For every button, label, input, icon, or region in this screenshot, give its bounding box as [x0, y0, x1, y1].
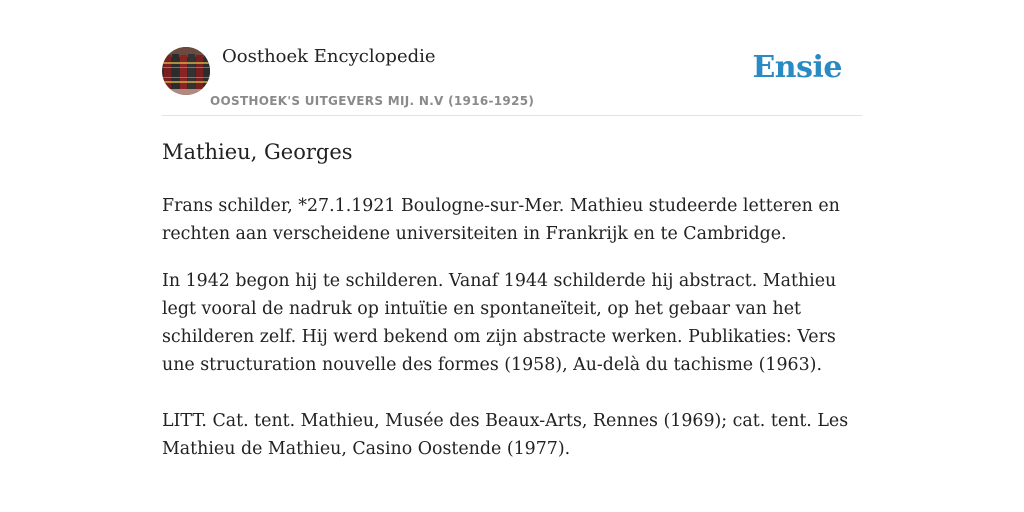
- entry-paragraph: In 1942 begon hij te schilderen. Vanaf 1944 schilderde hij abstract. Mathieu legt vooral de nadruk op intuïtie en spontaneïteit, op het gebaar van het schilderen zelf. Hij werd bekend om zijn abstracte werken. Publikaties: Vers une structuration nouvelle des formes (1958), Au-delà du tachisme (1963).: [162, 271, 837, 375]
- source-title[interactable]: Oosthoek Encyclopedie: [222, 46, 436, 67]
- brand-logo[interactable]: Ensie: [752, 50, 842, 85]
- book-spines-icon[interactable]: [162, 47, 210, 95]
- source-subtitle: OOSTHOEK'S UITGEVERS MIJ. N.V (1916-1925): [210, 94, 535, 108]
- header: [162, 0, 862, 116]
- entry-title: Mathieu, Georges: [162, 140, 353, 164]
- page: [162, 0, 862, 512]
- entry-literature: LITT. Cat. tent. Mathieu, Musée des Beaux-Arts, Rennes (1969); cat. tent. Les Mathieu de Mathieu, Casino Oostende (1977).: [162, 411, 849, 459]
- entry-paragraph: Frans schilder, *27.1.1921 Boulogne-sur-Mer. Mathieu studeerde letteren en rechten aan verscheidene universiteiten in Frankrijk en te Cambridge.: [162, 196, 840, 244]
- entry-body: [162, 192, 862, 463]
